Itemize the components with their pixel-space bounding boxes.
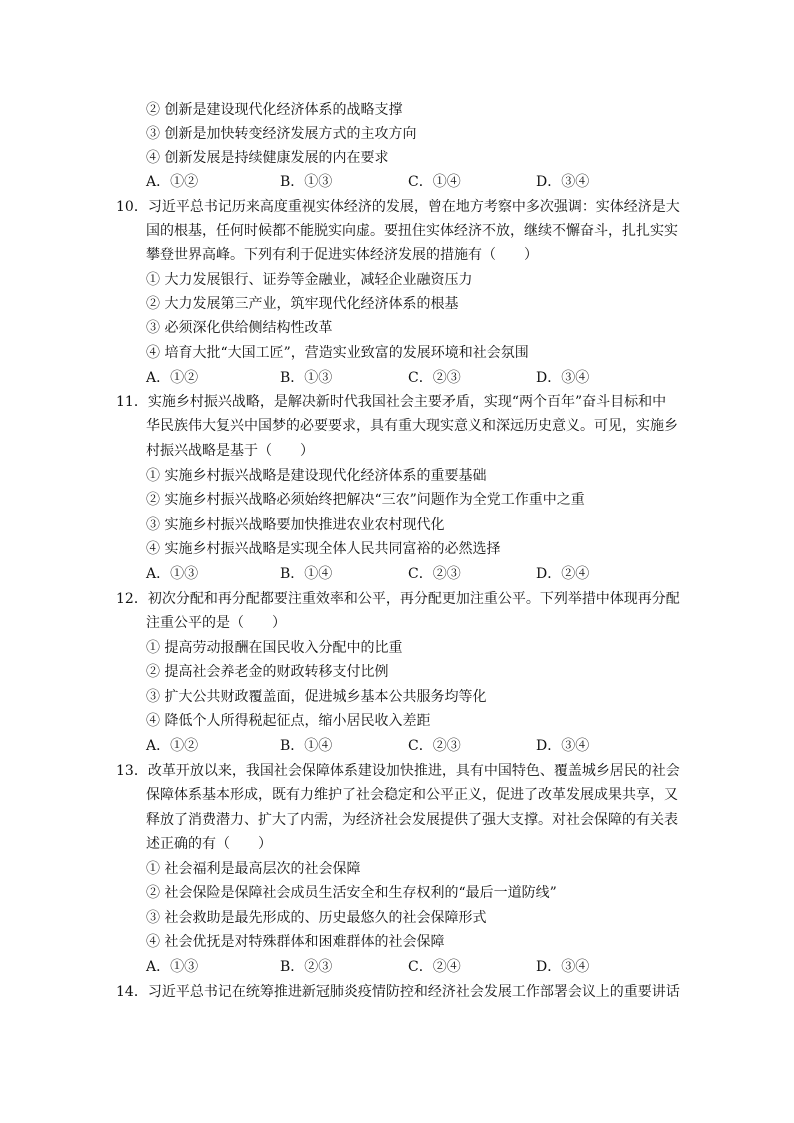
option-d: D．③④ [536, 370, 590, 386]
statement-line: ① 社会福利是最高层次的社会保障 [146, 861, 361, 877]
statement-line: ④ 社会优抚是对特殊群体和困难群体的社会保障 [146, 934, 445, 950]
question-stem-line: 13．改革开放以来，我国社会保障体系建设加快推进，具有中国特色、覆盖城乡居民的社会 [116, 763, 680, 779]
statement-line: ② 大力发展第三产业，筑牢现代化经济体系的根基 [146, 296, 459, 312]
question-stem-line: 11．实施乡村振兴战略，是解决新时代我国社会主要矛盾，实现“两个百年”奋斗目标和中 [116, 394, 667, 410]
statement-line: ④ 创新发展是持续健康发展的内在要求 [146, 150, 389, 166]
option-b: B．①③ [280, 174, 333, 190]
question-stem-line: 保障体系基本形成，既有力维护了社会稳定和公平正义，促进了改革发展成果共享，又 [146, 787, 678, 803]
statement-line: ③ 社会救助是最先形成的、历史最悠久的社会保障形式 [146, 910, 487, 926]
question-stem-line: 国的根基，任何时候都不能脱实向虚。要扭住实体经济不放，继续不懈奋斗，扎扎实实 [146, 223, 678, 239]
option-c: C．②④ [408, 959, 461, 975]
question-stem-line: 12．初次分配和再分配都要注重效率和公平，再分配更加注重公平。下列举措中体现再分配 [116, 591, 680, 607]
statement-line: ① 实施乡村振兴战略是建设现代化经济体系的重要基础 [146, 468, 487, 484]
option-d: D．③④ [536, 959, 590, 975]
statement-line: ④ 实施乡村振兴战略是实现全体人民共同富裕的必然选择 [146, 541, 501, 557]
statement-line: ① 提高劳动报酬在国民收入分配中的比重 [146, 640, 403, 656]
option-d: D．②④ [536, 566, 590, 582]
option-a: A．①③ [146, 959, 199, 975]
statement-line: ④ 降低个人所得税起征点，缩小居民收入差距 [146, 713, 431, 729]
question-stem-line: 述正确的有（ ） [146, 836, 272, 852]
question-stem-line: 注重公平的是（ ） [146, 615, 286, 631]
option-a: A．①② [146, 370, 199, 386]
statement-line: ③ 创新是加快转变经济发展方式的主攻方向 [146, 126, 417, 142]
option-d: D．③④ [536, 174, 590, 190]
question-stem-line: 村振兴战略是基于（ ） [146, 443, 314, 459]
question-stem-line: 攀登世界高峰。下列有利于促进实体经济发展的措施有（ ） [146, 247, 538, 263]
option-c: C．①④ [408, 174, 461, 190]
question-stem-line: 14．习近平总书记在统筹推进新冠肺炎疫情防控和经济社会发展工作部署会议上的重要讲话 [116, 984, 680, 1000]
option-a: A．①② [146, 174, 199, 190]
option-c: C．②③ [408, 738, 461, 754]
statement-line: ② 实施乡村振兴战略必须始终把解决“三农”问题作为全党工作重中之重 [146, 492, 585, 508]
statement-line: ② 提高社会养老金的财政转移支付比例 [146, 664, 389, 680]
statement-line: ① 大力发展银行、证券等金融业，减轻企业融资压力 [146, 272, 473, 288]
question-stem-line: 释放了消费潜力、扩大了内需，为经济社会发展提供了强大支撑。对社会保障的有关表 [146, 812, 678, 828]
option-c: C．②③ [408, 370, 461, 386]
statement-line: ④ 培育大批“大国工匠”，营造实业致富的发展环境和社会氛围 [146, 345, 529, 361]
option-b: B．②③ [280, 959, 333, 975]
option-b: B．①③ [280, 370, 333, 386]
statement-line: ③ 扩大公共财政覆盖面，促进城乡基本公共服务均等化 [146, 689, 487, 705]
option-a: A．①③ [146, 566, 199, 582]
option-b: B．①④ [280, 566, 333, 582]
statement-line: ② 社会保险是保障社会成员生活安全和生存权利的“最后一道防线” [146, 885, 557, 901]
statement-line: ③ 实施乡村振兴战略要加快推进农业农村现代化 [146, 517, 445, 533]
option-d: D．③④ [536, 738, 590, 754]
statement-line: ③ 必须深化供给侧结构性改革 [146, 320, 333, 336]
option-c: C．②③ [408, 566, 461, 582]
option-a: A．①② [146, 738, 199, 754]
option-b: B．①④ [280, 738, 333, 754]
statement-line: ② 创新是建设现代化经济体系的战略支撑 [146, 102, 403, 118]
question-stem-line: 华民族伟大复兴中国梦的必要要求，具有重大现实意义和深远历史意义。可见，实施乡 [146, 418, 678, 434]
question-stem-line: 10．习近平总书记历来高度重视实体经济的发展，曾在地方考察中多次强调：实体经济是大 [116, 199, 680, 215]
